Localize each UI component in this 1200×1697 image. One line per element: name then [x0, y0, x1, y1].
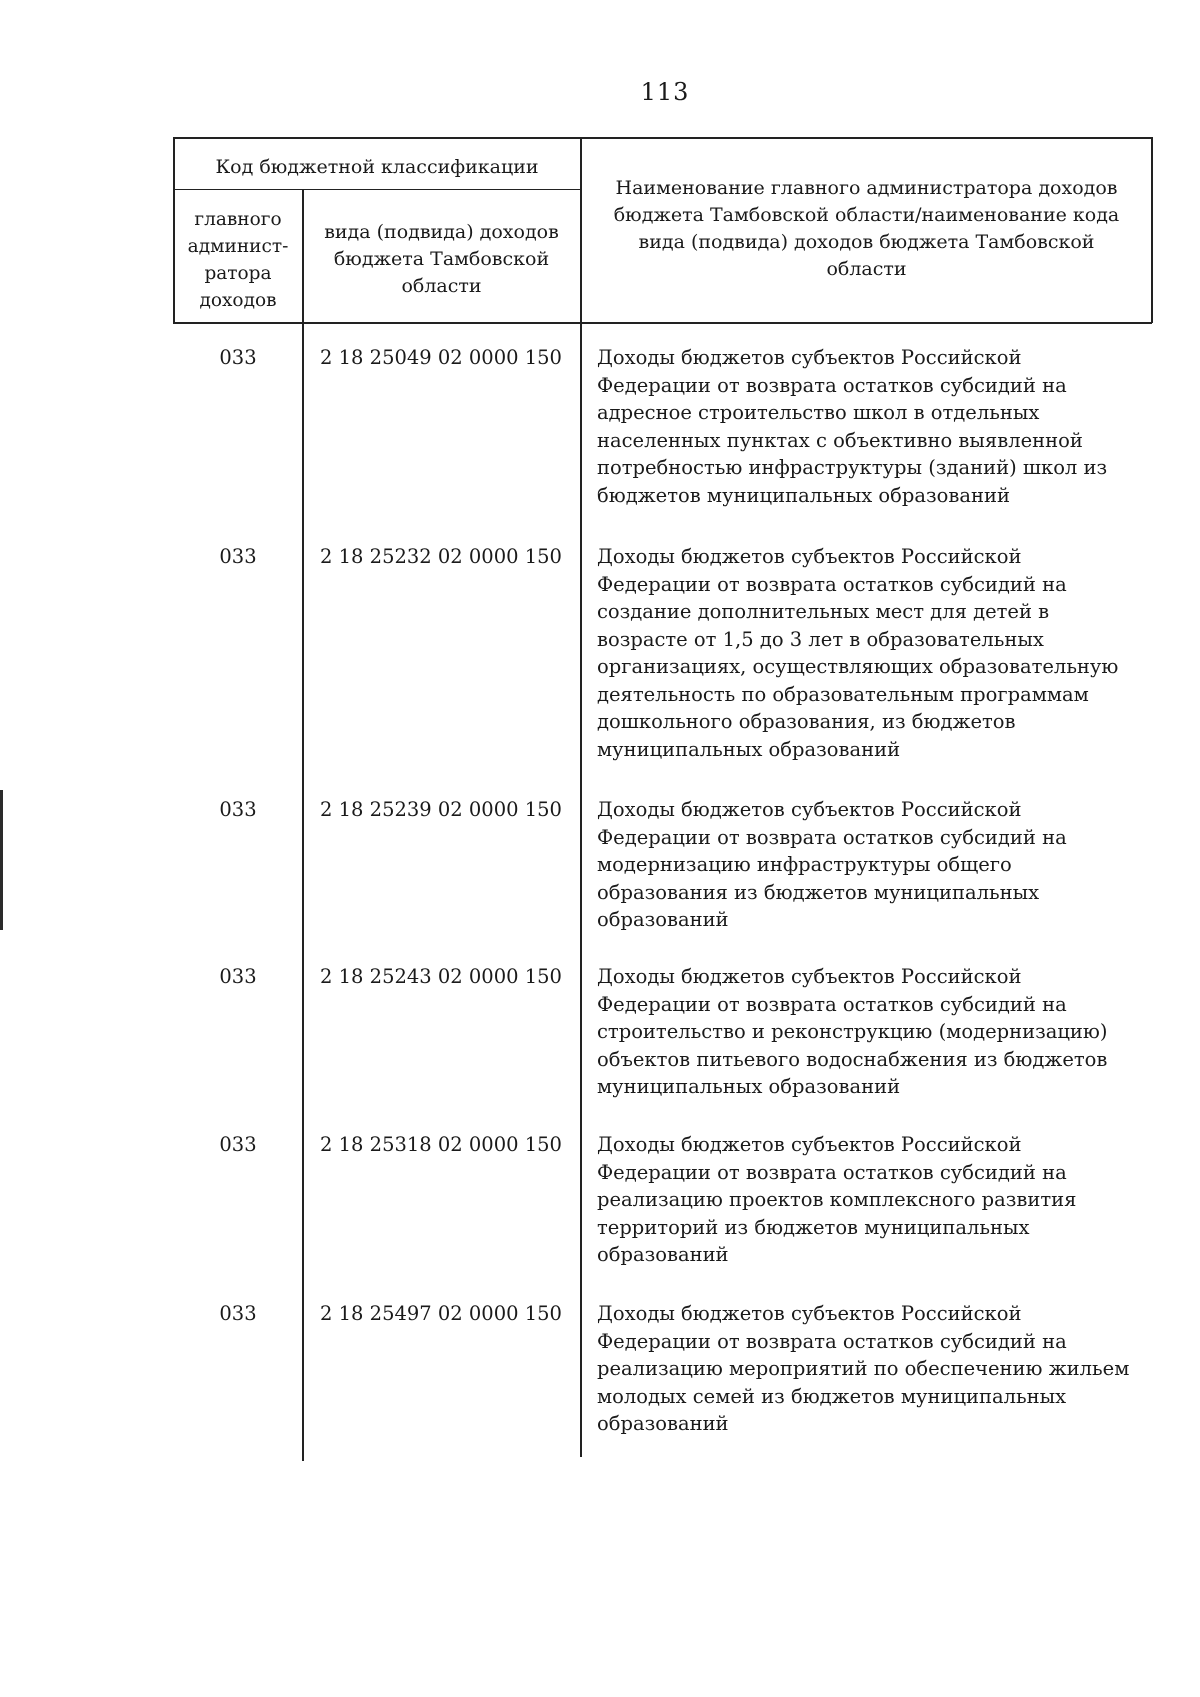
budget-code-cell: 2 18 25497 02 0000 150 [320, 1302, 562, 1325]
header-bottom-border [173, 322, 1152, 324]
budget-code-cell: 2 18 25232 02 0000 150 [320, 545, 562, 568]
admin-code-cell: 033 [219, 965, 257, 988]
budget-code-cell: 2 18 25239 02 0000 150 [320, 798, 562, 821]
admin-code-cell: 033 [219, 1302, 257, 1325]
header-name-column: Наименование главного администратора доходов бюджета Тамбовской области/наименование кода вида (подвида) доходов бюджета Тамбовской области [613, 177, 1120, 280]
budget-code-cell: 2 18 25049 02 0000 150 [320, 346, 562, 369]
table-right-border [1151, 137, 1153, 323]
admin-code-cell: 033 [219, 346, 257, 369]
income-name-cell: Доходы бюджетов субъектов Российской Федерации от возврата остатков субсидий на адресное строительство школ в отдельных населенных пунктах с объективно выявленной потребностью инфраструктуры (зданий) школ из бюджетов муниципальных образований [597, 346, 1108, 507]
income-name-cell: Доходы бюджетов субъектов Российской Федерации от возврата остатков субсидий на реализацию проектов комплексного развития территорий из бюджетов муниципальных образований [597, 1133, 1077, 1266]
budget-code-cell: 2 18 25243 02 0000 150 [320, 965, 562, 988]
income-name-cell: Доходы бюджетов субъектов Российской Федерации от возврата остатков субсидий на создание дополнительных мест для детей в возрасте от 1,5 до 3 лет в образовательных организациях, осуществляющих образовательную деятельность по образовательным программам дошкольного образования, из бюджетов муниципальных образований [597, 545, 1119, 761]
scan-edge-mark [0, 790, 3, 930]
income-name-cell: Доходы бюджетов субъектов Российской Федерации от возврата остатков субсидий на модернизацию инфраструктуры общего образования из бюджетов муниципальных образований [597, 798, 1067, 931]
admin-code-cell: 033 [219, 545, 257, 568]
column-divider-admin-code [302, 189, 304, 1461]
page-number: 113 [640, 78, 690, 106]
header-admin-column: главного админист- ратора доходов [187, 209, 289, 311]
income-name-cell: Доходы бюджетов субъектов Российской Федерации от возврата остатков субсидий на строительство и реконструкцию (модернизацию) объектов питьевого водоснабжения из бюджетов муниципальных образований [597, 965, 1108, 1098]
column-divider-code-name [580, 137, 582, 1457]
admin-code-cell: 033 [219, 1133, 257, 1156]
header-group-title: Код бюджетной классификации [215, 156, 539, 178]
table-top-border [173, 137, 1152, 139]
header-group-divider [173, 189, 580, 190]
admin-code-cell: 033 [219, 798, 257, 821]
income-name-cell: Доходы бюджетов субъектов Российской Федерации от возврата остатков субсидий на реализацию мероприятий по обеспечению жильем молодых семей из бюджетов муниципальных образований [597, 1302, 1130, 1435]
budget-code-cell: 2 18 25318 02 0000 150 [320, 1133, 562, 1156]
header-code-column: вида (подвида) доходов бюджета Тамбовской области [324, 221, 559, 297]
